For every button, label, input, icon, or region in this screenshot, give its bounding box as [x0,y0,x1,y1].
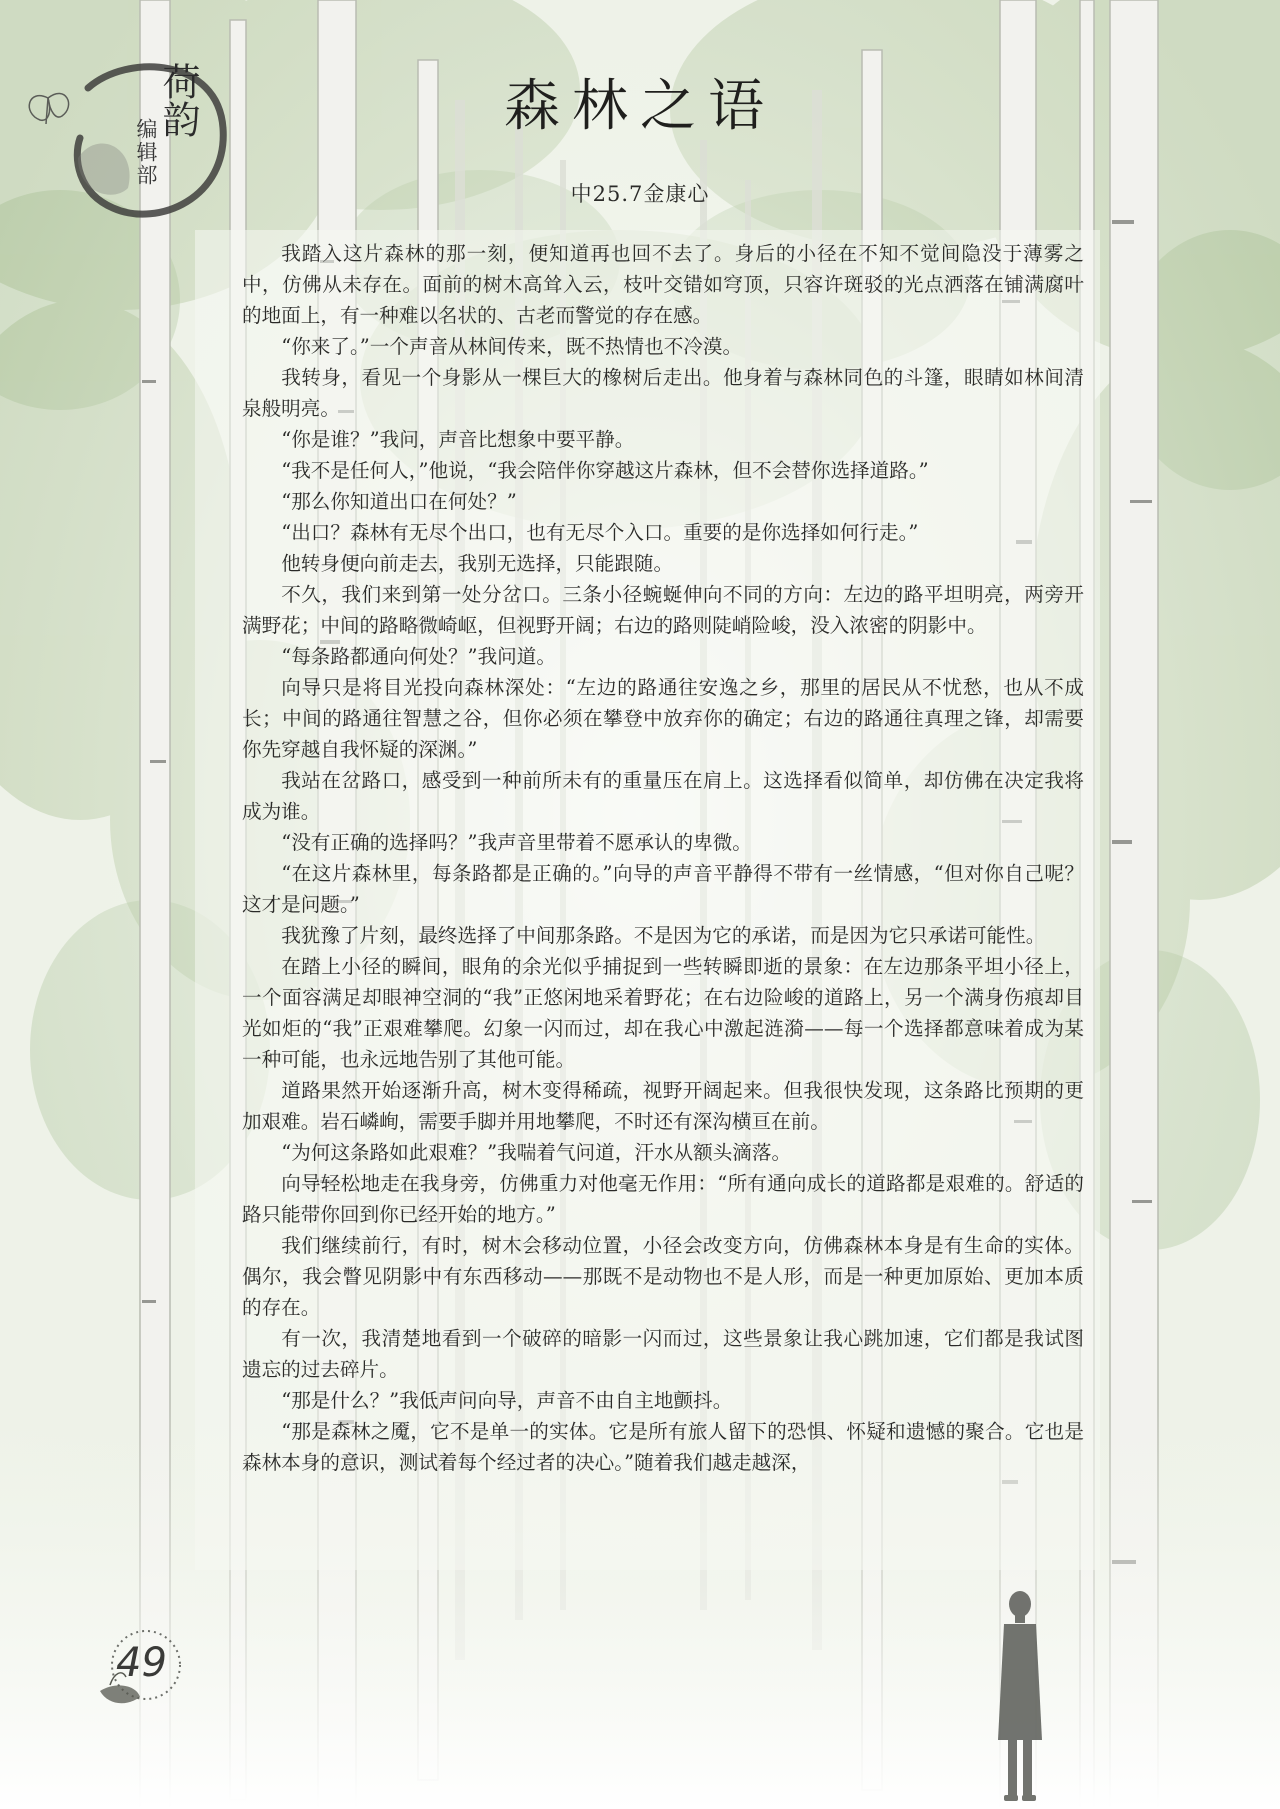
paragraph: “出口？森林有无尽个出口，也有无尽个入口。重要的是你选择如何行走。” [281,521,919,544]
paragraph: 我踏入这片森林的那一刻，便知道再也回不去了。身后的小径在不知不觉间隐没于薄雾之中，仿佛从未存在。面前的树木高耸入云，枝叶交错如穹顶，只容许斑驳的光点洒落在铺满腐叶的地面上，有一种难以名状的、古老而警觉的存在感。 [242,242,1084,327]
paragraph: “你是谁？”我问，声音比想象中要平静。 [281,428,635,451]
logo-small-text: 编辑部 [134,118,158,187]
paragraph: “你来了。”一个声音从林间传来，既不热情也不冷漠。 [281,335,743,358]
paragraph: “我不是任何人，”他说，“我会陪伴你穿越这片森林，但不会替你选择道路。” [281,459,929,482]
lotus-leaf-icon [100,1685,140,1703]
paragraph: “没有正确的选择吗？”我声音里带着不愿承认的卑微。 [281,831,752,854]
paragraph: 有一次，我清楚地看到一个破碎的暗影一闪而过，这些景象让我心跳加速，它们都是我试图遗忘的过去碎片。 [242,1327,1084,1381]
paragraph: 我们继续前行，有时，树木会移动位置，小径会改变方向，仿佛森林本身是有生命的实体。偶尔，我会瞥见阴影中有东西移动——那既不是动物也不是人形，而是一种更加原始、更加本质的存在。 [242,1234,1084,1319]
paragraph: 我转身，看见一个身影从一棵巨大的橡树后走出。他身着与森林同色的斗篷，眼睛如林间清泉般明亮。 [242,366,1084,420]
paragraph: “每条路都通向何处？”我问道。 [281,645,556,668]
paragraph: “在这片森林里，每条路都是正确的。”向导的声音平静得不带有一丝情感，“但对你自己呢？这才是问题。” [242,862,1084,916]
paragraph: 我犹豫了片刻，最终选择了中间那条路。不是因为它的承诺，而是因为它只承诺可能性。 [281,924,1046,947]
logo-big-text: 荷韵 [156,62,200,138]
paragraph: “那是什么？”我低声问向导，声音不由自主地颤抖。 [281,1389,733,1412]
paragraph: 在踏上小径的瞬间，眼角的余光似乎捕捉到一些转瞬即逝的景象：在左边那条平坦小径上，一个面容满足却眼神空洞的“我”正悠闲地采着野花；在右边险峻的道路上，另一个满身伤痕却目光如炬的“我”正艰难攀爬。幻象一闪而过，却在我心中激起涟漪——每一个选择都意味着成为某一种可能，也永远地告别了其他可能。 [242,955,1084,1071]
article-title: 森林之语 [504,74,776,139]
paragraph: 向导只是将目光投向森林深处：“左边的路通往安逸之乡，那里的居民从不忧愁，也从不成长；中间的路通往智慧之谷，但你必须在攀登中放弃你的确定；右边的路通往真理之锋，却需要你先穿越自我怀疑的深渊。” [242,676,1084,761]
article-body [242,238,1084,1478]
paragraph: 不久，我们来到第一处分岔口。三条小径蜿蜒伸向不同的方向：左边的路平坦明亮，两旁开满野花；中间的路略微崎岖，但视野开阔；右边的路则陡峭险峻，没入浓密的阴影中。 [242,583,1084,637]
page-number: 49 [116,1640,167,1686]
author-byline: 中25.7金康心 [570,182,710,206]
paragraph: 我站在岔路口，感受到一种前所未有的重量压在肩上。这选择看似简单，却仿佛在决定我将成为谁。 [242,769,1084,823]
standing-figure-illustration [990,1590,1050,1805]
paragraph: “那是森林之魇，它不是单一的实体。它是所有旅人留下的恐惧、怀疑和遗憾的聚合。它也是森林本身的意识，测试着每个经过者的决心。”随着我们越走越深， [242,1420,1084,1474]
paragraph: 他转身便向前走去，我别无选择，只能跟随。 [281,552,674,575]
paragraph: 道路果然开始逐渐升高，树木变得稀疏，视野开阔起来。但我很快发现，这条路比预期的更加艰难。岩石嶙峋，需要手脚并用地攀爬，不时还有深沟横亘在前。 [242,1079,1084,1133]
paragraph: “为何这条路如此艰难？”我喘着气问道，汗水从额头滴落。 [281,1141,792,1164]
paragraph: 向导轻松地走在我身旁，仿佛重力对他毫无作用：“所有通向成长的道路都是艰难的。舒适的路只能带你回到你已经开始的地方。” [242,1172,1084,1226]
paragraph: “那么你知道出口在何处？” [281,490,517,513]
